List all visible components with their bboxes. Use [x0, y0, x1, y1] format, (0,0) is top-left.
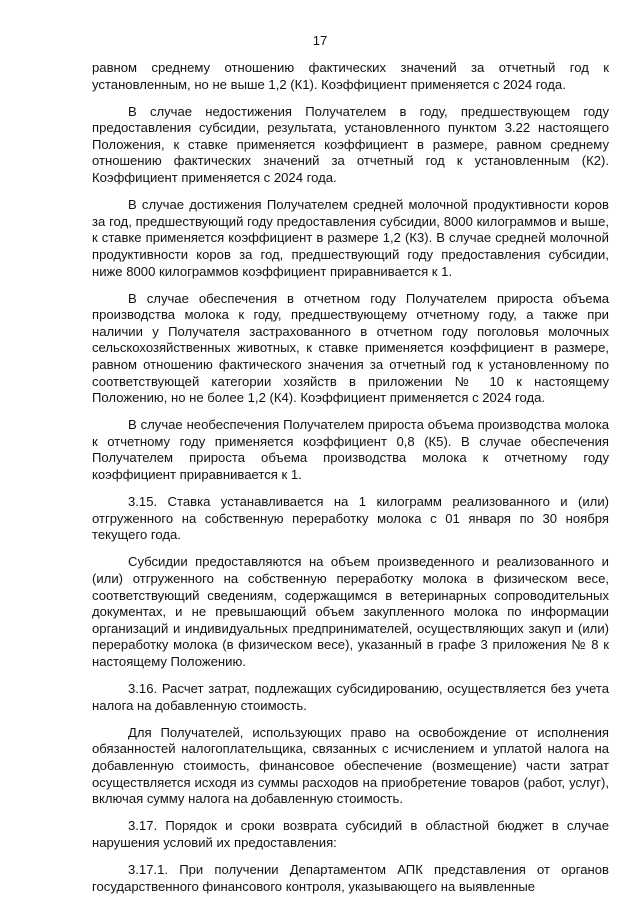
paragraph-k2: В случае недостижения Получателем в году, предшествующем году предоставления субсидии, результата, установленного пунктом 3.22 настоящего Положения, к ставке применяется коэффициент в размере, равном среднему отношению фактических значений за отчетный год к установленным (К2). Коэффициент применяется с 2024 года.: [92, 103, 609, 186]
paragraph-k5: В случае необеспечения Получателем прироста объема производства молока к отчетному году применяется коэффициент 0,8 (К5). В случае обеспечения Получателем прироста объема производства молока к отчетному году коэффициент приравнивается к 1.: [92, 417, 609, 483]
paragraph-vat-exemption: Для Получателей, использующих право на освобождение от исполнения обязанностей налогоплательщика, связанных с исчислением и уплатой налога на добавленную стоимость, финансовое обеспечение (возмещение) части затрат осуществляется исходя из суммы расходов на приобретение товаров (работ, услуг), включая сумму налога на добавленную стоимость.: [92, 724, 609, 807]
paragraph-3-17-1: 3.17.1. При получении Департаментом АПК представления от органов государственного финансового контроля, указывающего на выявленные: [92, 861, 609, 894]
paragraph-3-16: 3.16. Расчет затрат, подлежащих субсидированию, осуществляется без учета налога на добавленную стоимость.: [92, 681, 609, 713]
paragraph-k4: В случае обеспечения в отчетном году Получателем прироста объема производства молока к году, предшествующему отчетному году, а также при наличии у Получателя застрахованного в отчетном году поголовья молочных сельскохозяйственных животных, к ставке применяется коэффициент в размере, равном отношению фактического значения за отчетный год к установленному по соответствующей категории хозяйств в приложении № 10 к настоящему Положению, но не более 1,2 (К4). Коэффициент применяется с 2024 года.: [92, 290, 609, 406]
page-body: [92, 60, 609, 895]
paragraph-continuation: равном среднему отношению фактических значений за отчетный год к установленным, но не выше 1,2 (К1). Коэффициент применяется с 2024 года.: [92, 60, 609, 92]
paragraph-k3: В случае достижения Получателем средней молочной продуктивности коров за год, предшествующий году предоставления субсидии, 8000 килограммов и выше, к ставке применяется коэффициент в размере 1,2 (К3). В случае средней молочной продуктивности коров за год, предшествующий году предоставления субсидии, ниже 8000 килограммов коэффициент приравнивается к 1.: [92, 197, 609, 279]
paragraph-3-15: 3.15. Ставка устанавливается на 1 килограмм реализованного и (или) отгруженного на собственную переработку молока с 01 января по 30 ноября текущего года.: [92, 494, 609, 543]
page-number: 17: [312, 33, 328, 48]
paragraph-subsidy-volume: Субсидии предоставляются на объем произведенного и реализованного и (или) отгруженного на собственную переработку молока в физическом весе, соответствующий сведениям, содержащимся в ветеринарных сопроводительных документах, и не превышающий объем закупленного молока по информации организаций и индивидуальных предпринимателей, осуществляющих закуп и (или) переработку молока (в физическом весе), указанный в графе 3 приложения № 8 к настоящему Положению.: [92, 554, 609, 669]
paragraph-3-17: 3.17. Порядок и сроки возврата субсидий в областной бюджет в случае нарушения условий их предоставления:: [92, 818, 609, 850]
